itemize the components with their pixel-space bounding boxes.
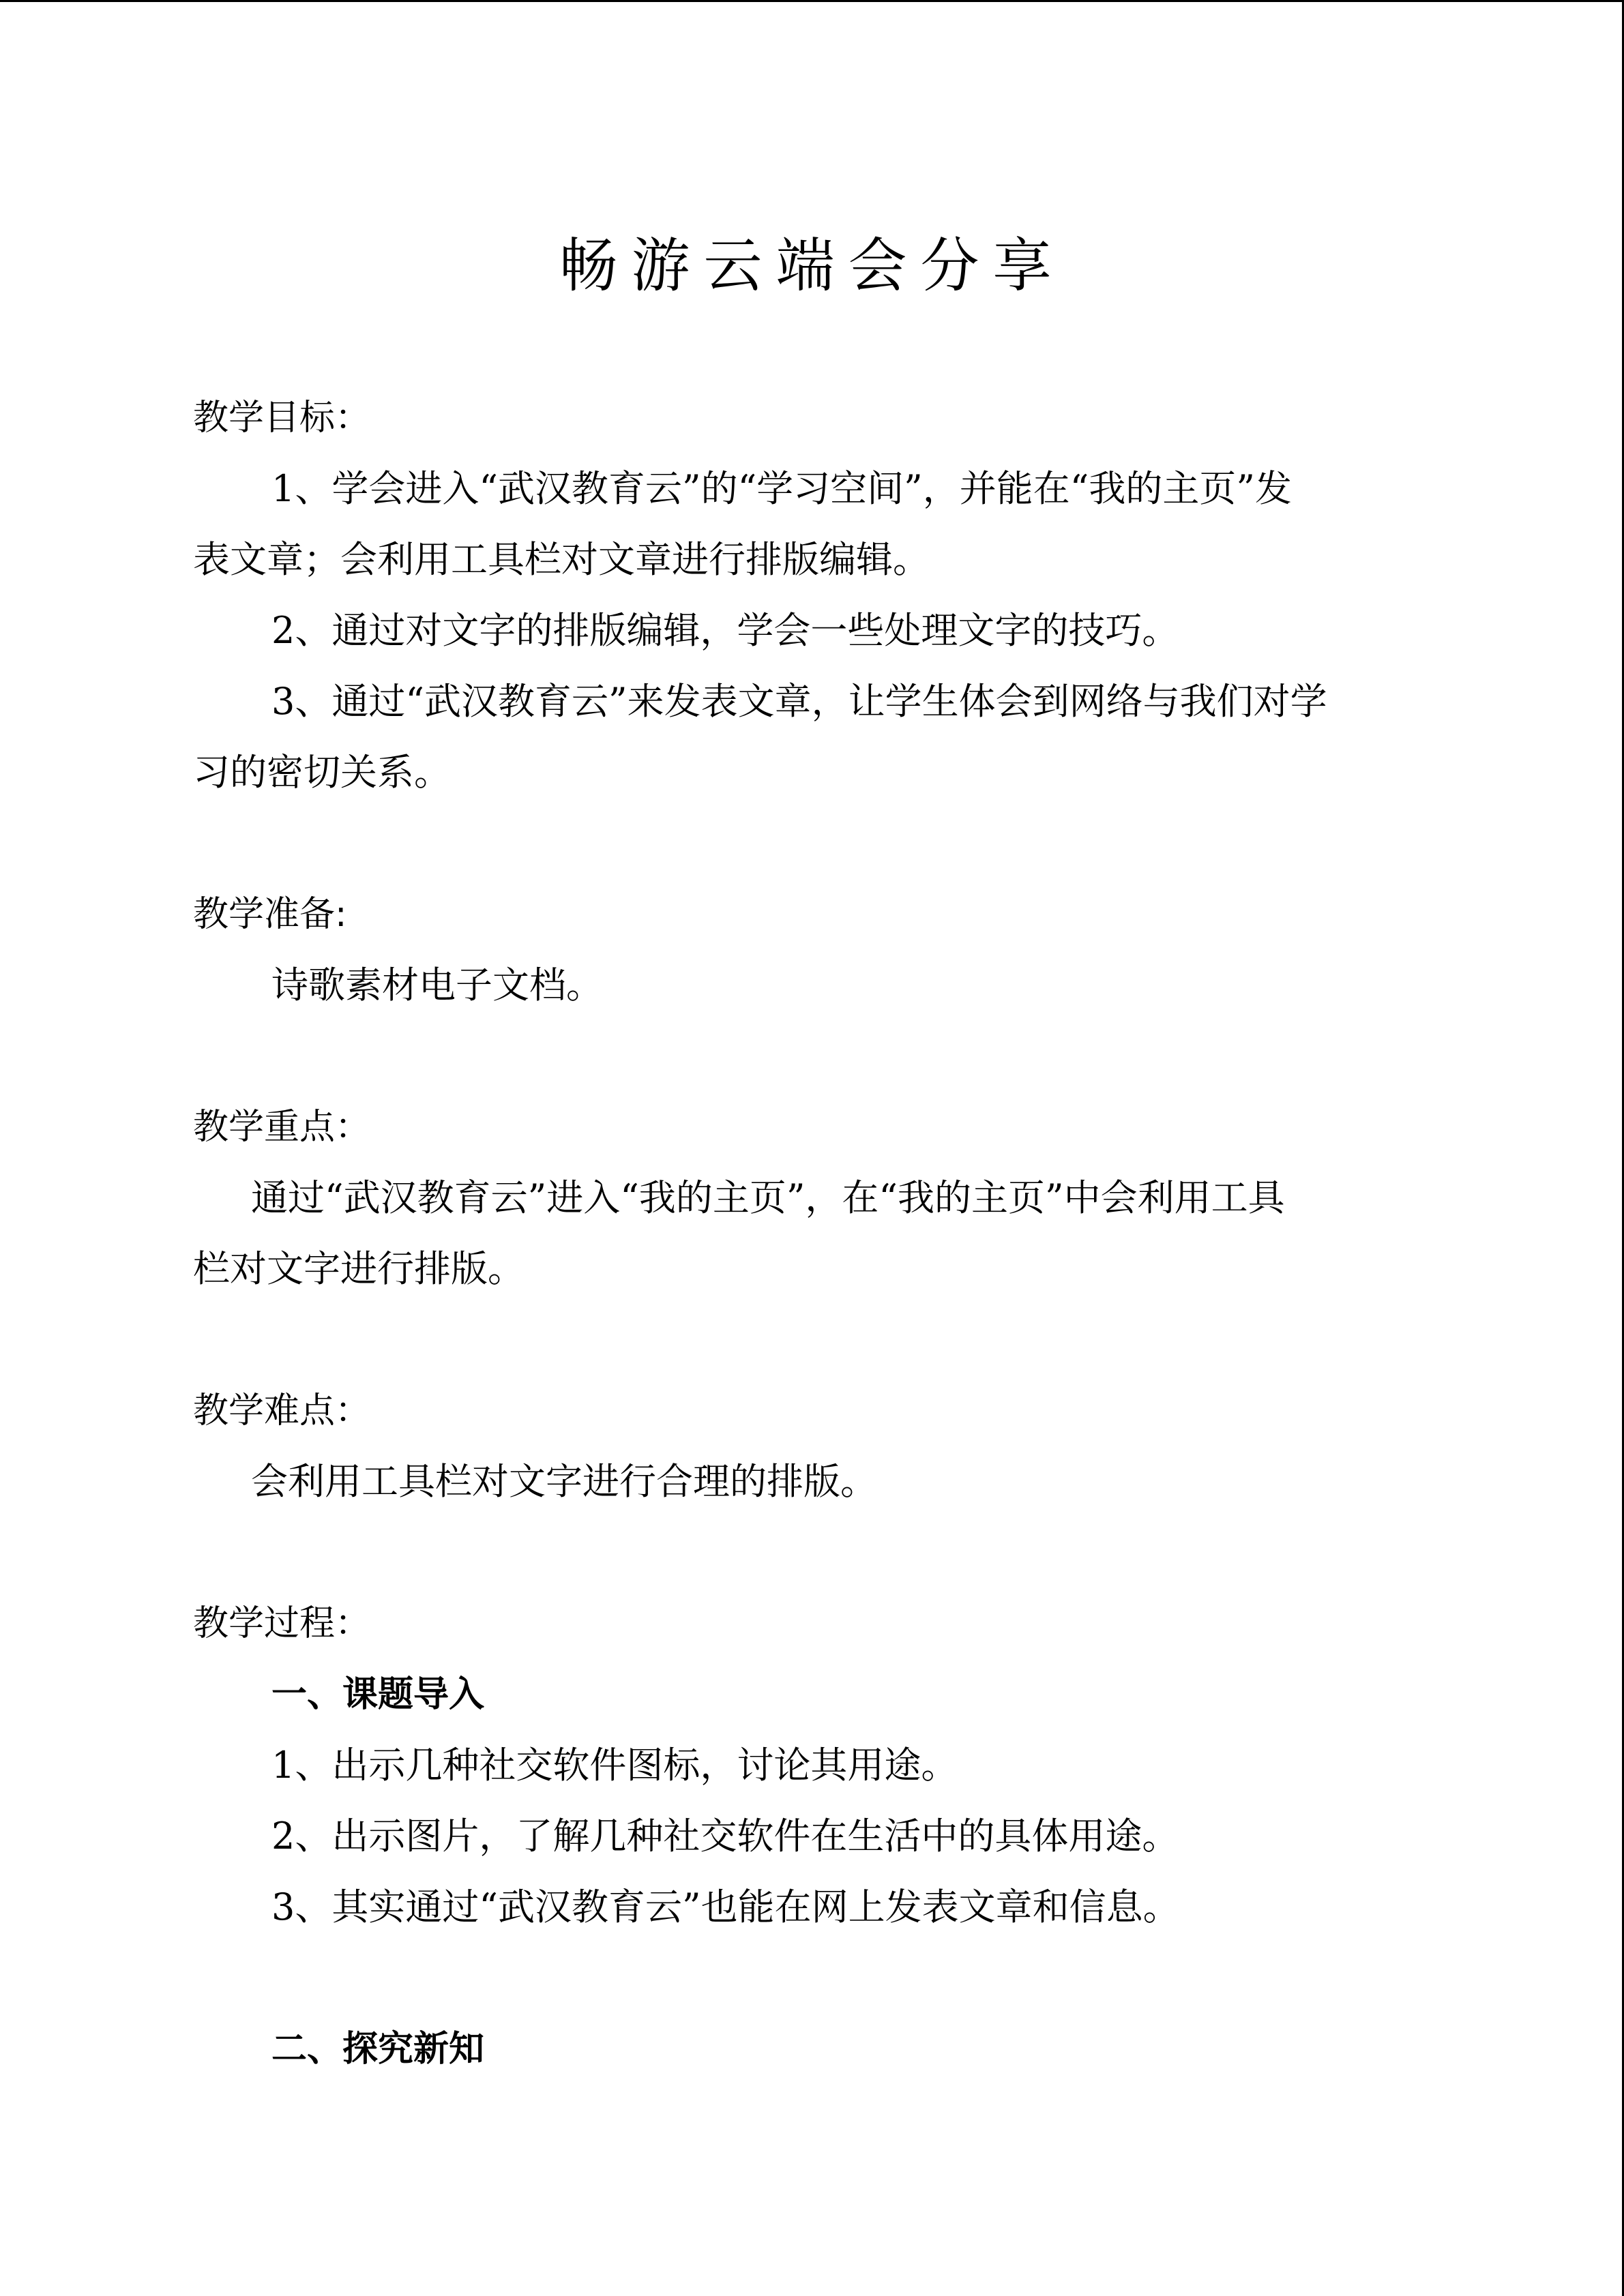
key-points-line-1: 通过“武汉教育云”进入“我的主页”，在“我的主页”中会利用工具	[251, 1176, 1285, 1219]
section-1-item-3: 3、其实通过“武汉教育云”也能在网上发表文章和信息。	[271, 1885, 1180, 1928]
document-title: 畅游云端会分享	[559, 232, 1065, 300]
goals-heading: 教学目标：	[193, 398, 371, 438]
process-heading: 教学过程：	[193, 1603, 371, 1644]
goal-1-line-2: 表文章；会利用工具栏对文章进行排版编辑。	[193, 538, 930, 581]
goal-3-line-2: 习的密切关系。	[193, 751, 451, 794]
section-1-heading: 一、课题导入	[271, 1674, 485, 1715]
section-1-item-2: 2、出示图片，了解几种社交软件在生活中的具体用途。	[271, 1815, 1179, 1858]
goal-2-line-1: 2、通过对文字的排版编辑，学会一些处理文字的技巧。	[271, 609, 1179, 652]
page-top-border	[0, 0, 1624, 2]
difficulties-heading: 教学难点：	[193, 1390, 371, 1431]
key-points-heading: 教学重点：	[193, 1107, 371, 1148]
goal-1-line-1: 1、学会进入“武汉教育云”的“学习空间”，并能在“我的主页”发	[271, 467, 1292, 510]
preparation-text: 诗歌素材电子文档。	[271, 964, 603, 1007]
section-2-heading: 二、探究新知	[271, 2029, 485, 2070]
preparation-heading: 教学准备:	[193, 894, 347, 935]
difficulties-text: 会利用工具栏对文字进行合理的排版。	[251, 1460, 877, 1503]
section-1-item-1: 1、出示几种社交软件图标，讨论其用途。	[271, 1744, 958, 1787]
goal-3-line-1: 3、通过“武汉教育云”来发表文章，让学生体会到网络与我们对学	[271, 680, 1327, 723]
key-points-line-2: 栏对文字进行排版。	[193, 1247, 525, 1290]
